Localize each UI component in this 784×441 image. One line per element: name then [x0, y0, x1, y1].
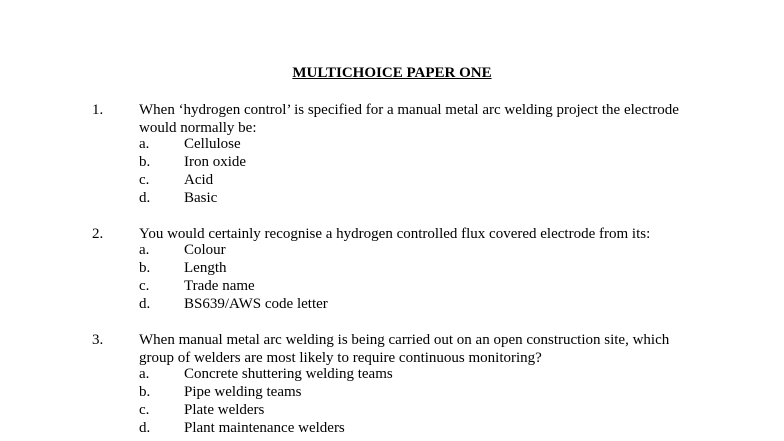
- option-d: [139, 189, 699, 207]
- option-a: [139, 241, 699, 259]
- question-number: 3.: [92, 332, 104, 348]
- option-text: Plant maintenance welders: [184, 420, 345, 436]
- option-c: [139, 277, 699, 295]
- option-text: Concrete shuttering welding teams: [184, 366, 393, 382]
- option-d: [139, 419, 699, 437]
- option-letter: d.: [139, 420, 151, 436]
- option-c: [139, 171, 699, 189]
- option-letter: b.: [139, 384, 151, 400]
- option-text: Colour: [184, 242, 226, 258]
- option-a: [139, 365, 699, 383]
- question-text: When manual metal arc welding is being carried out on an open construction site, which group of welders are most likely to require continuous monitoring?: [139, 332, 670, 366]
- option-d: [139, 295, 699, 313]
- option-text: Basic: [184, 190, 218, 206]
- option-text: Length: [184, 260, 227, 276]
- question-text: You would certainly recognise a hydrogen controlled flux covered electrode from its:: [139, 226, 651, 242]
- option-letter: d.: [139, 296, 151, 312]
- option-a: [139, 135, 699, 153]
- question-text: When ‘hydrogen control’ is specified for a manual metal arc welding project the electrode would normally be:: [139, 102, 679, 136]
- option-text: Iron oxide: [184, 154, 247, 170]
- option-b: [139, 153, 699, 171]
- option-list: [139, 135, 699, 207]
- option-text: BS639/AWS code letter: [184, 296, 328, 312]
- question-number: 2.: [92, 226, 104, 242]
- option-b: [139, 259, 699, 277]
- option-b: [139, 383, 699, 401]
- option-letter: d.: [139, 190, 151, 206]
- option-c: [139, 401, 699, 419]
- option-list: [139, 365, 699, 437]
- option-letter: c.: [139, 402, 150, 418]
- option-letter: c.: [139, 172, 150, 188]
- question-number: 1.: [92, 102, 104, 118]
- option-letter: a.: [139, 242, 150, 258]
- option-text: Trade name: [184, 278, 255, 294]
- option-letter: a.: [139, 366, 150, 382]
- option-text: Pipe welding teams: [184, 384, 302, 400]
- option-text: Plate welders: [184, 402, 265, 418]
- option-letter: a.: [139, 136, 150, 152]
- option-letter: b.: [139, 154, 151, 170]
- option-text: Acid: [184, 172, 214, 188]
- page-title: MULTICHOICE PAPER ONE: [292, 65, 492, 81]
- option-text: Cellulose: [184, 136, 241, 152]
- option-letter: b.: [139, 260, 151, 276]
- option-letter: c.: [139, 278, 150, 294]
- option-list: [139, 241, 699, 313]
